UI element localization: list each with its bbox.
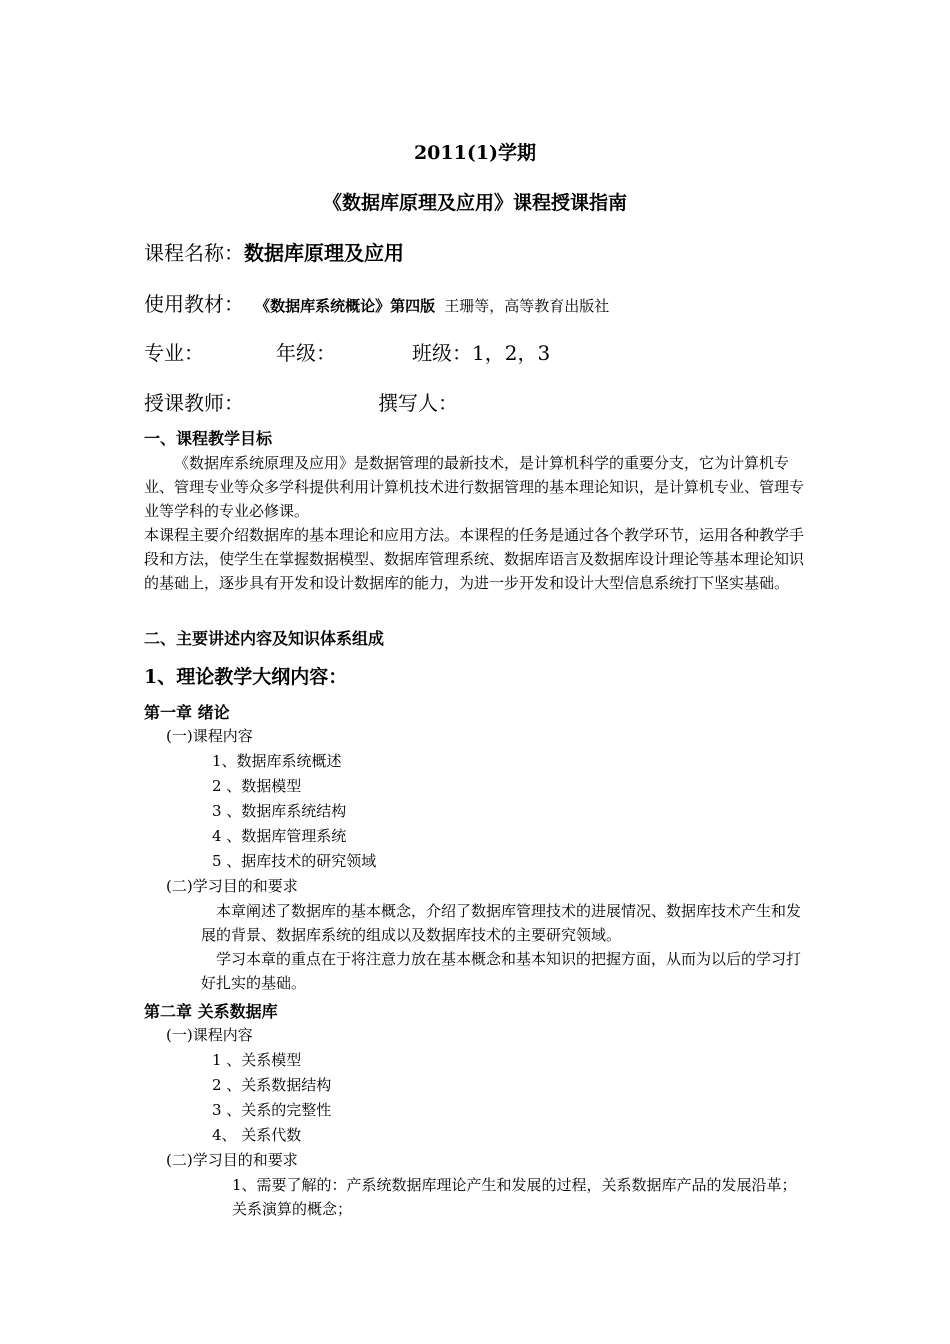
objective-paragraph-1: 《数据库系统原理及应用》是数据管理的最新技术，是计算机科学的重要分支，它为计算机专业、管理专业等众多学科提供利用计算机技术进行数据管理的基本理论知识，是计算机专业、管理专业等学科的专业必修课。: [144, 454, 805, 520]
section1-heading: 一、课程教学目标: [144, 429, 273, 448]
chapter2-content-label: (一)课程内容: [166, 1026, 253, 1044]
chapter1-item: 5 、据库技术的研究领域: [212, 852, 377, 870]
chapter1-item: 2 、数据模型: [212, 777, 302, 795]
textbook-row: [144, 288, 609, 317]
class-label: 班级：1，2，3: [412, 341, 551, 365]
syllabus-subheading: 1、理论教学大纲内容：: [144, 666, 348, 688]
chapter2-title: 第二章 关系数据库: [144, 1002, 278, 1021]
section1-body: [144, 451, 810, 595]
textbook-author-publisher: 王珊等，高等教育出版社: [444, 297, 610, 315]
chapter1-req-paragraph-1: 本章阐述了数据库的基本概念，介绍了数据库管理技术的进展情况、数据库技术产生和发展的背景、数据库系统的组成以及数据库技术的主要研究领域。: [201, 902, 802, 944]
chapter1-item: 1、数据库系统概述: [212, 752, 342, 770]
chapter1-item: 4 、数据库管理系统: [212, 827, 347, 845]
chapter2-requirements-label: (二)学习目的和要求: [166, 1151, 298, 1169]
chapter1-item: 3 、数据库系统结构: [212, 802, 347, 820]
writer-label: 撰写人：: [378, 391, 458, 415]
chapter1-requirements-label: (二)学习目的和要求: [166, 877, 298, 895]
chapter2-item: 4、 关系代数: [212, 1126, 302, 1144]
teacher-label: 授课教师：: [144, 391, 244, 415]
section2-heading: 二、主要讲述内容及知识体系组成: [144, 629, 385, 648]
grade-label: 年级：: [276, 341, 336, 365]
major-label: 专业：: [144, 341, 204, 365]
course-name-label: 课程名称：: [144, 241, 244, 265]
chapter1-content-label: (一)课程内容: [166, 727, 253, 745]
term-title: 2011(1)学期: [413, 142, 537, 164]
course-name-value: 数据库原理及应用: [244, 241, 404, 265]
chapter2-item: 2 、关系数据结构: [212, 1076, 332, 1094]
objective-paragraph-2: 本课程主要介绍数据库的基本理论和应用方法。本课程的任务是通过各个教学环节，运用各种教学手段和方法，使学生在掌握数据模型、数据库管理系统、数据库语言及数据库设计理论等基本理论知识的基础上，逐步具有开发和设计数据库的能力，为进一步开发和设计大型信息系统打下坚实基础。: [144, 526, 805, 592]
chapter2-req-paragraph-1: 1、需要了解的：产系统数据库理论产生和发展的过程，关系数据库产品的发展沿革；关系演算的概念；: [232, 1176, 797, 1218]
textbook-title: 《数据库系统概论》第四版: [255, 297, 436, 315]
chapter2-item: 1 、关系模型: [212, 1051, 302, 1069]
chapter2-item: 3 、关系的完整性: [212, 1101, 332, 1119]
textbook-label: 使用教材：: [144, 292, 244, 316]
course-name-row: [144, 237, 404, 266]
chapter1-requirements-body: [201, 899, 810, 995]
chapter1-title: 第一章 绪论: [144, 703, 230, 722]
chapter2-requirements-body: [232, 1173, 806, 1221]
chapter1-req-paragraph-2: 学习本章的重点在于将注意力放在基本概念和基本知识的把握方面，从而为以后的学习打好扎实的基础。: [201, 950, 802, 992]
document-title: 《数据库原理及应用》课程授课指南: [322, 192, 627, 214]
